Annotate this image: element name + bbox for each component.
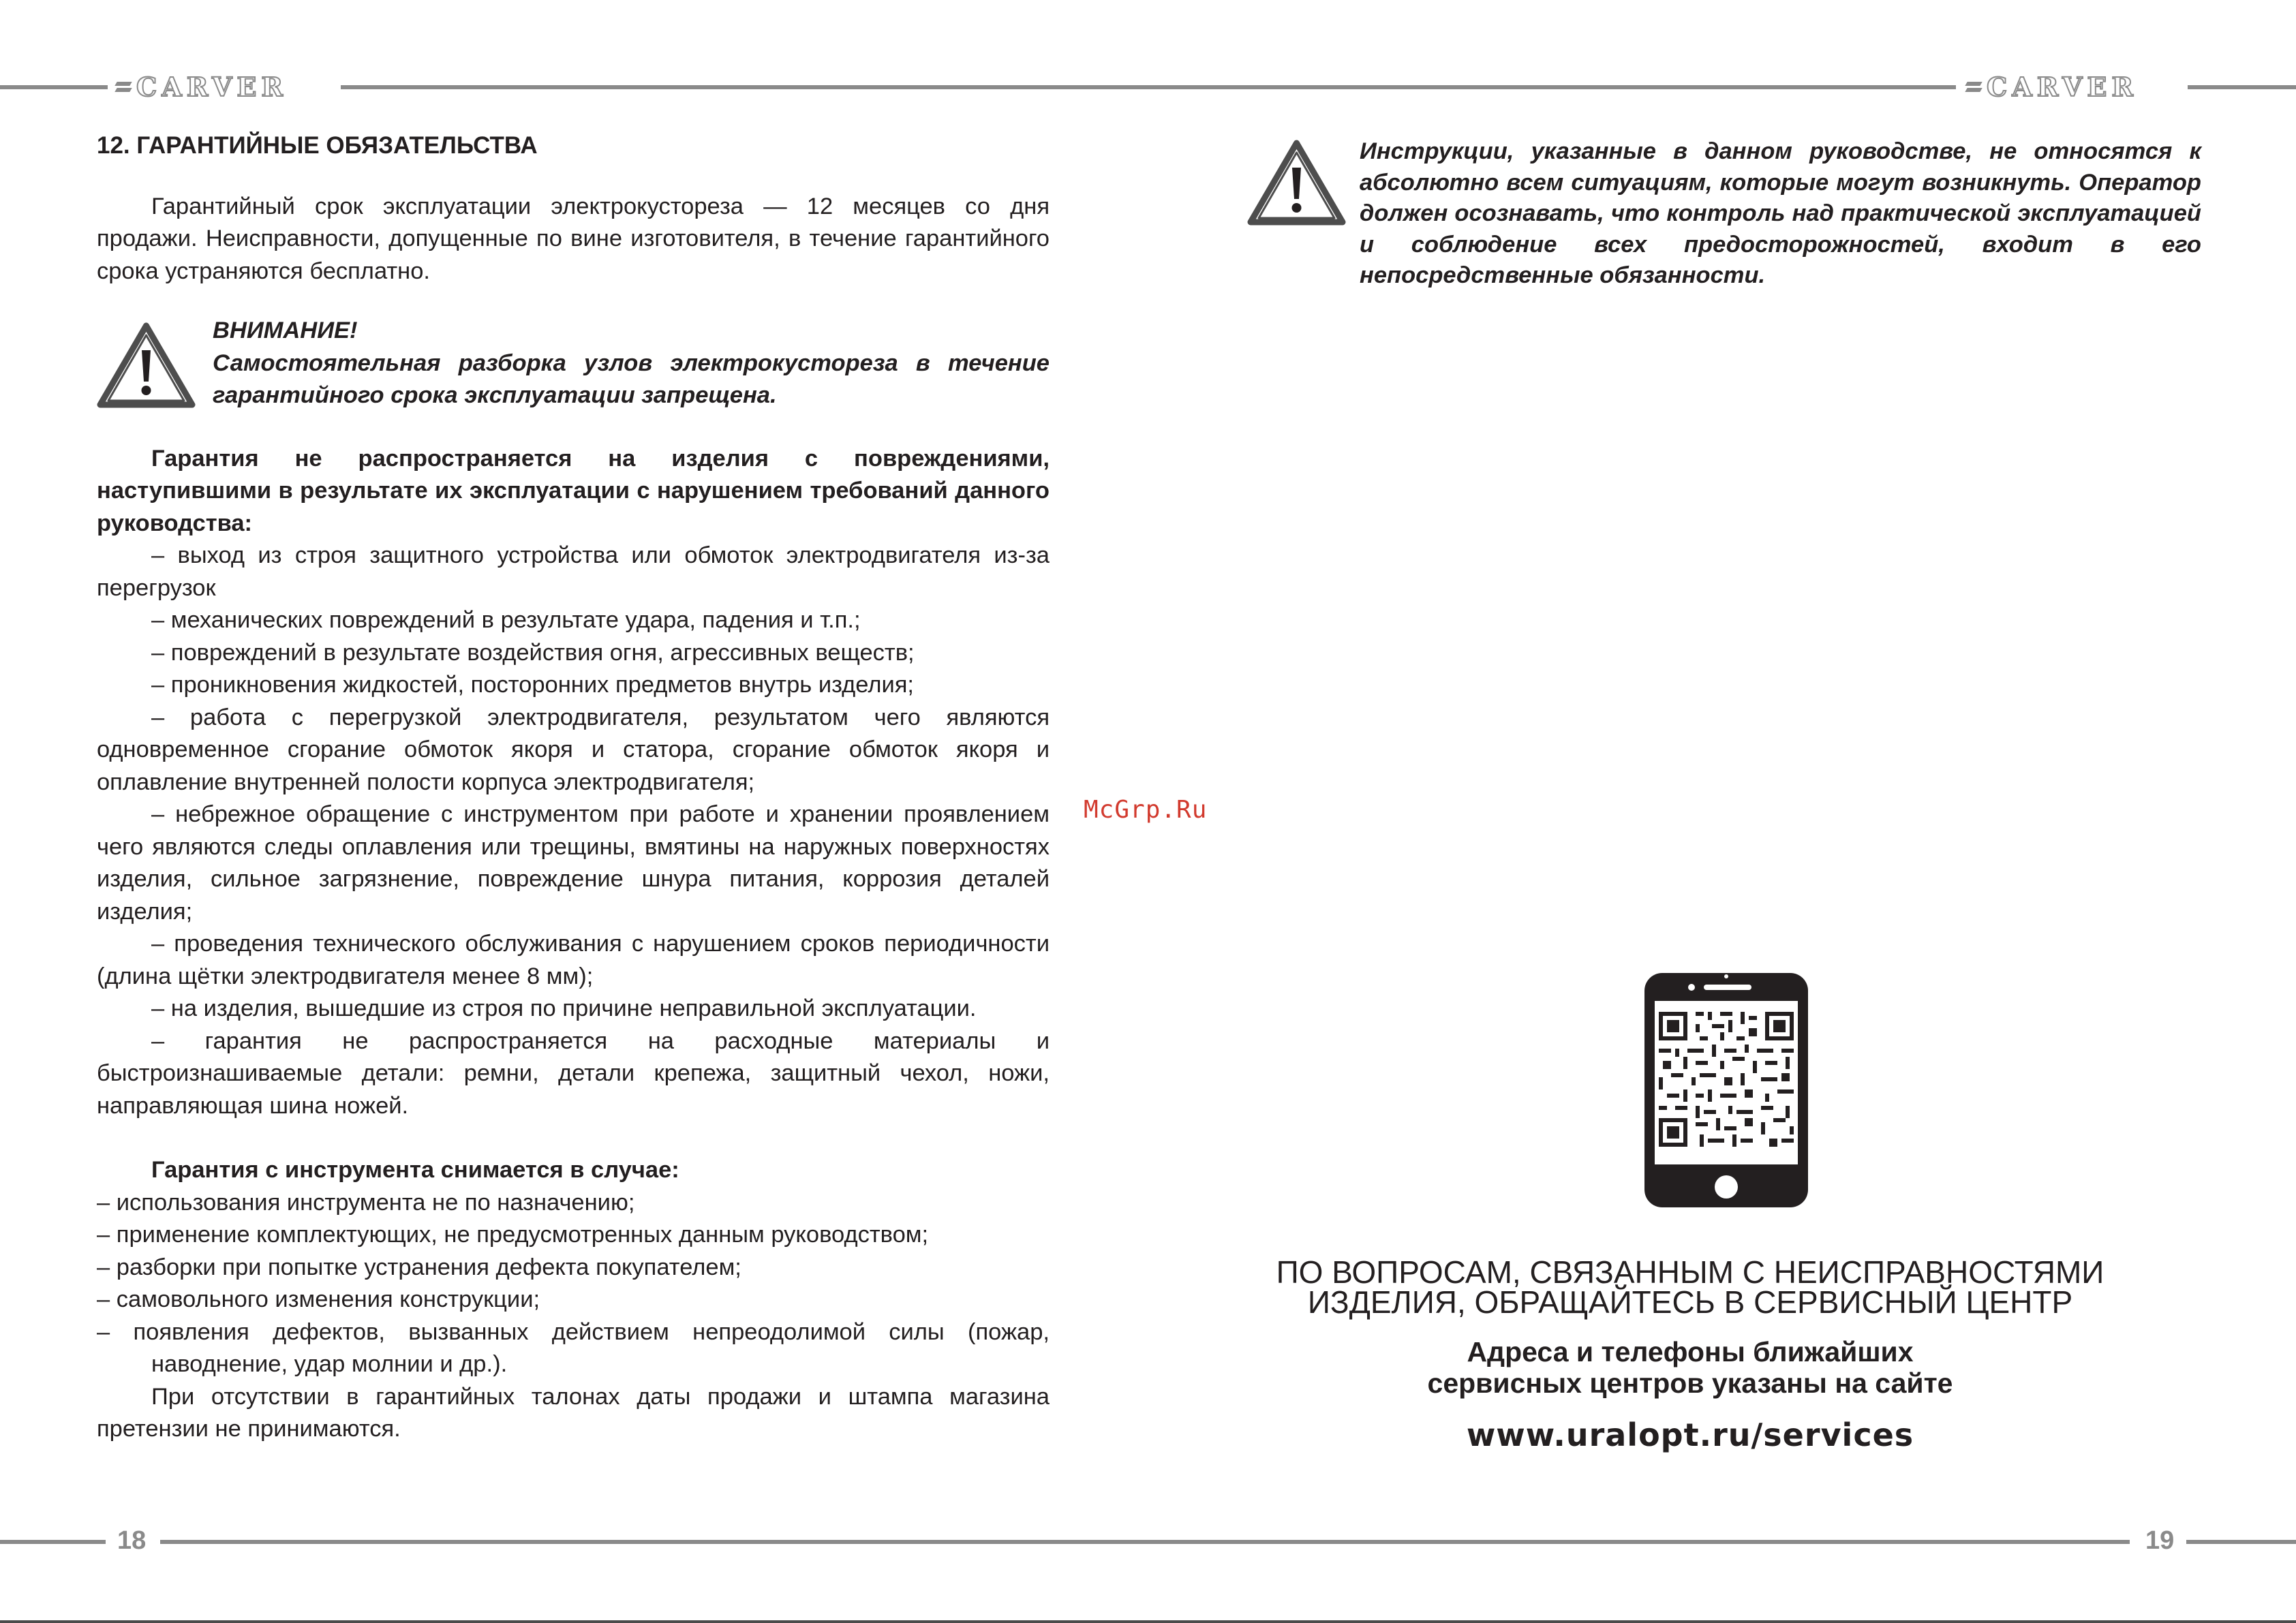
attention-text: Самостоятельная разборка узлов электрокустореза в течение гарантийного срока эксплуатации запрещена. xyxy=(213,350,1050,408)
exclusion-item-1: – выход из строя защитного устройства или обмоток электродвигателя из-за перегрузок xyxy=(97,542,1050,601)
brand-logo-right-text: CARVER xyxy=(1987,71,2138,102)
exclusion-item-6: – небрежное обращение с инструментом при работе и хранении проявлением чего являются следы оплавления или трещины, вмятины на наружных поверхностях изделия, сильное загрязнение, повреждение шнура питания, коррозия деталей изделия; xyxy=(97,801,1050,925)
smartphone-qr-icon xyxy=(1642,971,1810,1209)
exclusion-item-3: – повреждений в результате воздействия огня, агрессивных веществ; xyxy=(151,639,915,666)
exclusions-title: Гарантия не распространяется на изделия с повреждениями, наступившими в результате их эксплуатации с нарушением требований данного руководства: xyxy=(97,445,1050,536)
removal-item-3: – разборки при попытке устранения дефекта покупателем; xyxy=(97,1254,741,1280)
watermark: McGrp.Ru xyxy=(1084,796,1208,824)
footer-rule-right xyxy=(2186,1540,2296,1544)
header-rule-left xyxy=(0,85,108,89)
operator-warning xyxy=(1247,136,2201,292)
footer-rule-middle xyxy=(160,1540,2130,1544)
section-heading: 12. ГАРАНТИЙНЫЕ ОБЯЗАТЕЛЬСТВА xyxy=(97,132,538,159)
removal-item-4: – самовольного изменения конструкции; xyxy=(97,1286,540,1312)
page-number-left: 18 xyxy=(117,1526,147,1555)
brand-logo-right xyxy=(1966,73,2138,100)
warranty-intro: Гарантийный срок эксплуатации электрокустореза — 12 месяцев со дня продажи. Неисправности, допущенные по вине изготовителя, в течение гарантийного срока устраняются бесплатно. xyxy=(97,193,1050,284)
closing-note: При отсутствии в гарантийных талонах даты продажи и штампа магазина претензии не принимаются. xyxy=(97,1383,1050,1442)
service-notice-line-1: ПО ВОПРОСАМ, СВЯЗАННЫМ С НЕИСПРАВНОСТЯМИ xyxy=(1276,1254,2104,1290)
service-url-link[interactable]: www.uralopt.ru/services xyxy=(1466,1417,1914,1453)
brand-logo-left-text: CARVER xyxy=(136,71,288,102)
removal-item-1: – использования инструмента не по назначению; xyxy=(97,1189,635,1216)
exclusion-item-7: – проведения технического обслуживания с нарушением сроков периодичности (длина щётки электродвигателя менее 8 мм); xyxy=(97,931,1050,989)
operator-warning-text: Инструкции, указанные в данном руководстве, не относятся к абсолютно всем ситуациям, которые могут возникнуть. Оператор должен осознавать, что контроль над практической эксплуатацией и соблюдение всех предосторожностей, входит в его непосредственные обязанности. xyxy=(1360,138,2201,288)
page-number-right: 19 xyxy=(2145,1526,2175,1555)
removal-item-2: – применение комплектующих, не предусмотренных данным руководством; xyxy=(97,1222,929,1248)
carver-mark-icon xyxy=(1966,79,1981,94)
exclusion-item-8: – на изделия, вышедшие из строя по причине неправильной эксплуатации. xyxy=(151,995,977,1021)
warning-triangle-icon xyxy=(97,322,196,409)
left-page-content xyxy=(97,129,1050,1446)
exclusion-item-9: – гарантия не распространяется на расходные материалы и быстроизнашиваемые детали: ремни, детали крепежа, защитный чехол, ножи, направляющая шина ножей. xyxy=(97,1027,1050,1119)
attention-title: ВНИМАНИЕ! xyxy=(213,318,358,343)
removal-item-5: – появления дефектов, вызванных действием непреодолимой силы (пожар, наводнение, удар молнии и др.). xyxy=(97,1318,1050,1377)
service-notice-line-2: ИЗДЕЛИЯ, ОБРАЩАЙТЕСЬ В СЕРВИСНЫЙ ЦЕНТР xyxy=(1307,1284,2073,1320)
service-info xyxy=(1268,1254,2113,1453)
exclusion-item-4: – проникновения жидкостей, посторонних предметов внутрь изделия; xyxy=(151,672,915,698)
header-rule-right xyxy=(2188,85,2296,89)
exclusion-item-5: – работа с перегрузкой электродвигателя, результатом чего являются одновременное сгорание обмоток якоря и статора, сгорание обмоток якоря и оплавление внутренней полости корпуса электродвигателя; xyxy=(97,704,1050,795)
addresses-line-2: сервисных центров указаны на сайте xyxy=(1427,1367,1953,1399)
header-rule-middle xyxy=(341,85,1956,89)
attention-block xyxy=(97,315,1050,412)
removal-title: Гарантия с инструмента снимается в случае: xyxy=(151,1157,679,1183)
bottom-edge xyxy=(0,1620,2296,1623)
addresses-line-1: Адреса и телефоны ближайших xyxy=(1467,1336,1914,1367)
warning-triangle-icon xyxy=(1247,139,1346,226)
carver-mark-icon xyxy=(116,79,131,94)
brand-logo-left xyxy=(116,73,288,100)
exclusion-item-2: – механических повреждений в результате удара, падения и т.п.; xyxy=(151,607,861,633)
footer-rule-left xyxy=(0,1540,106,1544)
